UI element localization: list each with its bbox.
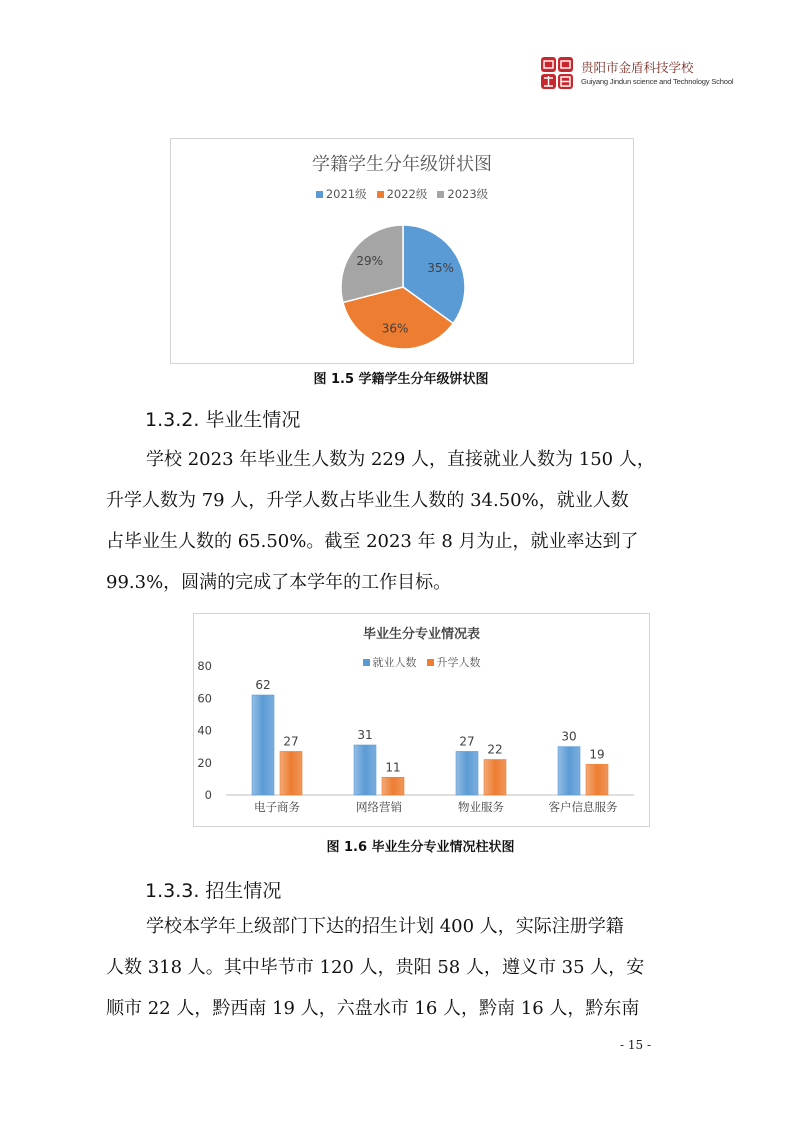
paragraph-line: 占毕业生人数的 65.50%。截至 2023 年 8 月为止，就业率达到了 (106, 531, 639, 552)
paragraph-line: 学校本学年上级部门下达的招生计划 400 人，实际注册学籍 (146, 916, 624, 937)
pie-chart-panel (170, 138, 634, 364)
paragraph-line: 升学人数为 79 人，升学人数占毕业生人数的 34.50%，就业人数 (106, 490, 629, 511)
bar-1-3 (586, 764, 608, 795)
legend-label: 升学人数 (436, 656, 481, 669)
pie-data-label: 35% (427, 260, 454, 275)
legend-label: 就业人数 (372, 656, 417, 669)
x-category-label: 客户信息服务 (548, 800, 618, 814)
legend-label: 2022级 (386, 187, 428, 201)
school-name-en: Guiyang Jindun science and Technology School (581, 77, 734, 86)
bar-data-label: 27 (459, 734, 475, 749)
bar-data-label: 30 (561, 729, 577, 744)
bar-data-label: 31 (357, 728, 373, 743)
y-tick-label: 80 (197, 659, 212, 673)
pie-data-label: 36% (381, 321, 409, 336)
paragraph-line: 99.3%，圆满的完成了本学年的工作目标。 (106, 572, 452, 593)
bar-chart-panel (193, 613, 650, 827)
bar-data-label: 19 (589, 747, 605, 762)
x-category-label: 物业服务 (458, 800, 504, 814)
bar-data-label: 22 (487, 742, 503, 757)
pie-chart (171, 139, 633, 363)
bar-chart-title: 毕业生分专业情况表 (362, 627, 480, 642)
paragraph-line: 学校 2023 年毕业生人数为 229 人，直接就业人数为 150 人， (146, 449, 655, 470)
legend-label: 2021级 (325, 187, 367, 201)
x-category-label: 电子商务 (254, 800, 300, 814)
figure-1-6-caption: 图 1.6 毕业生分专业情况柱状图 (326, 840, 515, 855)
school-logo (540, 56, 574, 90)
bar-1-0 (280, 751, 302, 795)
pie-chart-title: 学籍学生分年级饼状图 (312, 154, 492, 175)
bar-1-1 (382, 777, 404, 795)
bar-chart (194, 614, 649, 826)
legend-label: 2023级 (447, 187, 489, 201)
bar-0-2 (456, 751, 478, 795)
bar-0-0 (252, 695, 274, 795)
bar-data-label: 11 (385, 760, 401, 775)
section-heading-enrollment: 1.3.3. 招生情况 (145, 880, 282, 902)
school-name-cn: 贵阳市金盾科技学校 (581, 60, 694, 75)
bar-1-2 (484, 760, 506, 795)
bar-data-label: 27 (283, 734, 299, 749)
y-tick-label: 20 (197, 755, 212, 770)
y-tick-label: 60 (197, 691, 212, 706)
y-tick-label: 0 (204, 788, 212, 802)
pie-data-label: 29% (356, 254, 384, 269)
paragraph-line: 顺市 22 人，黔西南 19 人，六盘水市 16 人，黔南 16 人，黔东南 (106, 998, 640, 1019)
section-heading-graduates: 1.3.2. 毕业生情况 (145, 409, 301, 431)
bar-data-label: 62 (255, 678, 271, 693)
paragraph-line: 人数 318 人。其中毕节市 120 人，贵阳 58 人，遵义市 35 人，安 (106, 957, 645, 978)
figure-1-5-caption: 图 1.5 学籍学生分年级饼状图 (313, 372, 489, 387)
x-category-label: 网络营销 (356, 800, 402, 814)
bar-0-1 (354, 745, 376, 795)
bar-0-3 (558, 747, 580, 795)
y-tick-label: 40 (197, 723, 212, 738)
school-header (540, 56, 740, 96)
page-number: - 15 - (620, 1038, 652, 1052)
